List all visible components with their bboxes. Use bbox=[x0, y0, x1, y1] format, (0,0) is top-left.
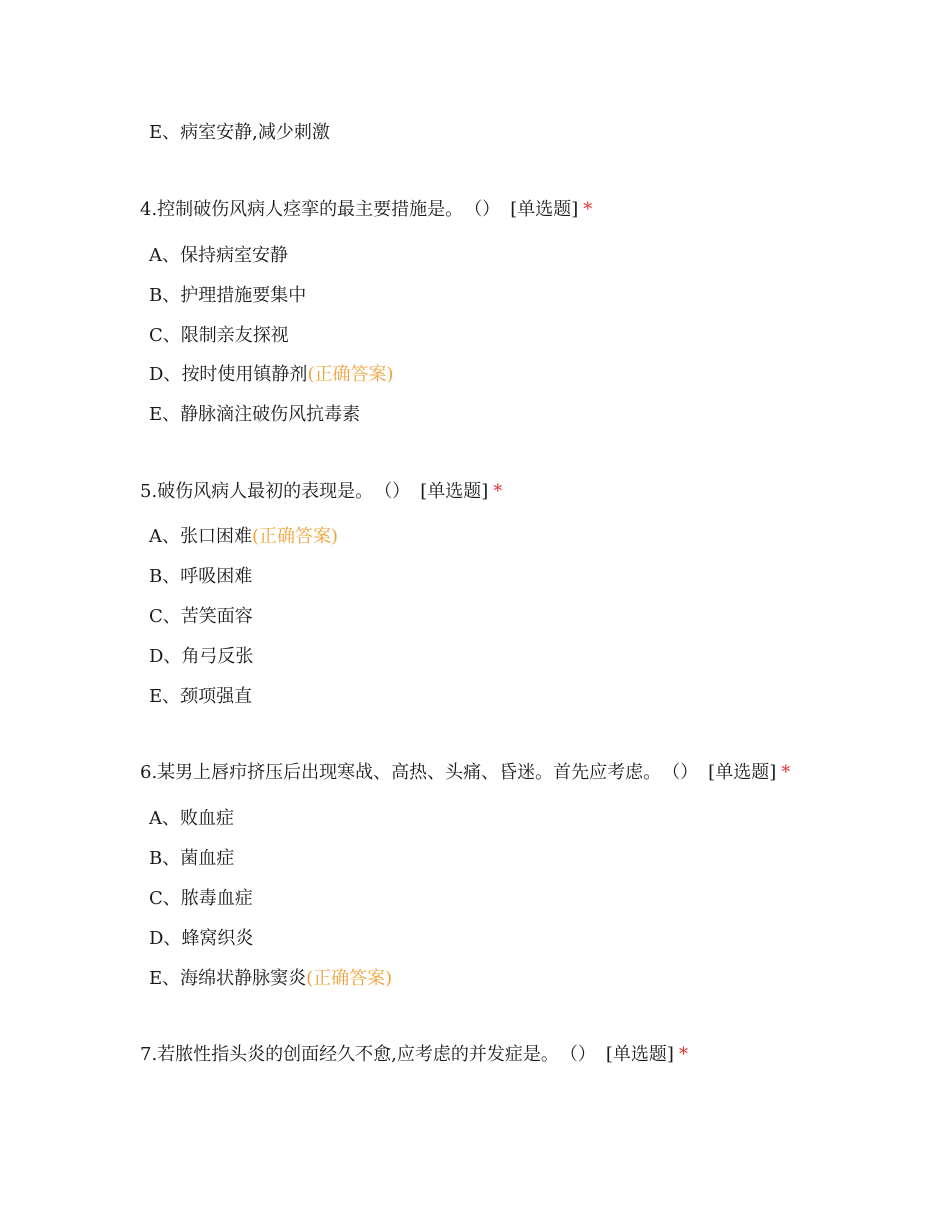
option-item bbox=[149, 244, 288, 268]
option-item bbox=[149, 605, 253, 629]
question-title bbox=[140, 480, 502, 504]
option-item bbox=[149, 403, 360, 427]
option-letter: D、 bbox=[149, 364, 182, 385]
option-text: 角弓反张 bbox=[181, 646, 254, 667]
option-letter: E、 bbox=[149, 404, 181, 425]
option-text: 护理措施要集中 bbox=[180, 285, 307, 306]
option-item bbox=[149, 645, 253, 669]
option-text: 苦笑面容 bbox=[180, 606, 253, 627]
question-blank: （） bbox=[671, 762, 699, 783]
question-stem: 4.控制破伤风病人痉挛的最主要措施是。 bbox=[140, 199, 464, 220]
option-letter: C、 bbox=[149, 606, 181, 627]
option-text: 静脉滴注破伤风抗毒素 bbox=[180, 404, 361, 425]
option-item bbox=[149, 363, 393, 387]
option-letter: A、 bbox=[149, 245, 180, 266]
option-letter: B、 bbox=[149, 285, 181, 306]
question-blank: （） bbox=[568, 1044, 596, 1065]
question-type: [单选题] bbox=[708, 762, 777, 783]
option-item bbox=[149, 927, 253, 951]
option-text: 菌血症 bbox=[180, 848, 235, 869]
question-stem: 5.破伤风病人最初的表现是。 bbox=[140, 481, 374, 502]
option-text: 脓毒血症 bbox=[180, 888, 253, 909]
question-type: [单选题] bbox=[420, 481, 489, 502]
option-text: 蜂窝织炎 bbox=[181, 928, 254, 949]
option-text: 呼吸困难 bbox=[180, 566, 253, 587]
required-mark: * bbox=[678, 1044, 688, 1065]
question-type: [单选题] bbox=[510, 199, 579, 220]
option-item bbox=[149, 565, 252, 589]
option-item bbox=[149, 847, 234, 871]
question-stem: 7.若脓性指头炎的创面经久不愈,应考虑的并发症是。 bbox=[140, 1044, 559, 1065]
required-mark: * bbox=[583, 199, 593, 220]
option-letter: D、 bbox=[149, 646, 182, 667]
question-title bbox=[140, 761, 790, 785]
option-letter: E、 bbox=[149, 968, 181, 989]
option-item bbox=[149, 121, 330, 145]
option-text: 保持病室安静 bbox=[180, 245, 288, 266]
correct-answer-tag: (正确答案) bbox=[252, 526, 339, 547]
option-letter: B、 bbox=[149, 848, 181, 869]
option-item bbox=[149, 324, 289, 348]
option-letter: A、 bbox=[149, 808, 180, 829]
option-item bbox=[149, 525, 338, 549]
question-blank: （） bbox=[473, 199, 501, 220]
required-mark: * bbox=[493, 481, 503, 502]
option-text: 败血症 bbox=[180, 808, 234, 829]
option-letter: E、 bbox=[149, 686, 181, 707]
required-mark: * bbox=[781, 762, 791, 783]
option-text: 颈项强直 bbox=[180, 686, 253, 707]
option-item bbox=[149, 887, 253, 911]
option-letter: C、 bbox=[149, 325, 181, 346]
option-text: 病室安静,减少刺激 bbox=[180, 122, 330, 143]
question-title bbox=[140, 1043, 688, 1067]
question-blank: （） bbox=[383, 481, 411, 502]
option-item bbox=[149, 685, 252, 709]
option-letter: B、 bbox=[149, 566, 181, 587]
question-type: [单选题] bbox=[605, 1044, 674, 1065]
option-letter: C、 bbox=[149, 888, 181, 909]
option-text: 限制亲友探视 bbox=[180, 325, 289, 346]
question-title bbox=[140, 198, 592, 222]
option-letter: E、 bbox=[149, 122, 181, 143]
correct-answer-tag: (正确答案) bbox=[306, 968, 393, 989]
option-item bbox=[149, 967, 392, 991]
option-item bbox=[149, 807, 234, 831]
option-letter: A、 bbox=[149, 526, 180, 547]
option-letter: D、 bbox=[149, 928, 182, 949]
option-text: 按时使用镇静剂 bbox=[181, 364, 308, 385]
option-text: 张口困难 bbox=[180, 526, 252, 547]
option-text: 海绵状静脉窦炎 bbox=[180, 968, 307, 989]
option-item bbox=[149, 284, 306, 308]
correct-answer-tag: (正确答案) bbox=[307, 364, 394, 385]
question-stem: 6.某男上唇疖挤压后出现寒战、高热、头痛、昏迷。首先应考虑。 bbox=[140, 762, 662, 783]
